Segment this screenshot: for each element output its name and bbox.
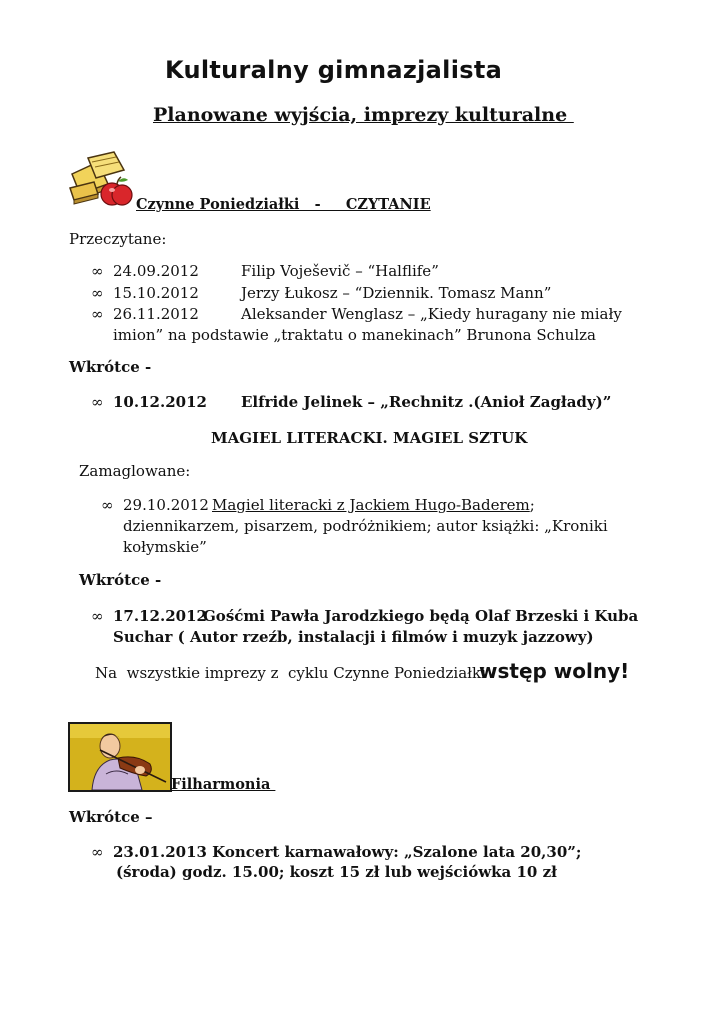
read-label: Przeczytane: [69, 230, 167, 248]
note-emphasis: wstęp wolny! [479, 659, 630, 683]
event-text: Filip Voješevič – “Halflife” [241, 262, 439, 280]
list-item [91, 262, 439, 280]
event-text: Jerzy Łukosz – “Dziennik. Tomasz Mann” [241, 284, 552, 302]
event-text: 23.01.2013 Koncert karnawałowy: „Szalone lata 20,30”; [113, 843, 582, 861]
list-item [101, 496, 535, 514]
soon-label: Wkrótce - [69, 358, 152, 376]
violinist-icon [70, 724, 170, 790]
section-magiel-heading: MAGIEL LITERACKI. MAGIEL SZTUK [211, 429, 528, 447]
page-title: Kulturalny gimnazjalista [165, 56, 503, 84]
violinist-image [68, 722, 172, 792]
list-item [91, 607, 639, 625]
event-text: ; [529, 496, 535, 514]
list-item [91, 393, 612, 411]
section-filharmonia-heading: Filharmonia [171, 776, 276, 793]
event-date: 24.09.2012 [113, 262, 199, 280]
list-item [91, 305, 622, 323]
soon-label: Wkrótce – [69, 808, 153, 826]
list-item [91, 843, 582, 861]
bullet-icon: ∞ [91, 305, 104, 323]
event-text-continued: (środa) godz. 15.00; koszt 15 zł lub wejściówka 10 zł [116, 863, 557, 881]
list-item [91, 284, 552, 302]
books-apple-icon [68, 148, 134, 210]
event-text: Aleksander Wenglasz – „Kiedy huragany nie miały [241, 305, 622, 323]
event-date: 15.10.2012 [113, 284, 199, 302]
bullet-icon: ∞ [101, 496, 114, 514]
bullet-icon: ∞ [91, 607, 104, 625]
bullet-icon: ∞ [91, 284, 104, 302]
event-date: 17.12.2012 [113, 607, 207, 625]
event-text-continued: kołymskie” [123, 538, 207, 556]
bullet-icon: ∞ [91, 843, 104, 861]
event-date: 10.12.2012 [113, 393, 207, 411]
bullet-icon: ∞ [91, 393, 104, 411]
done-label: Zamaglowane: [79, 462, 191, 480]
section-czytanie-heading: Czynne Poniedziałki - CZYTANIE [136, 196, 431, 213]
free-entry-note [95, 659, 630, 683]
event-text: Elfride Jelinek – „Rechnitz .(Anioł Zagłady)” [241, 393, 612, 411]
event-text: Gośćmi Pawła Jarodzkiego będą Olaf Brzeski i Kuba [203, 607, 639, 625]
event-link[interactable]: Magiel literacki z Jackiem Hugo-Baderem [212, 496, 530, 514]
event-text-continued: dziennikarzem, pisarzem, podróżnikiem; autor książki: „Kroniki [123, 517, 608, 535]
page-subtitle: Planowane wyjścia, imprezy kulturalne [153, 104, 574, 126]
bullet-icon: ∞ [91, 262, 104, 280]
event-text-continued: imion” na podstawie „traktatu o manekinach” Brunona Schulza [113, 326, 596, 344]
soon-label: Wkrótce - [79, 571, 162, 589]
event-date: 26.11.2012 [113, 305, 199, 323]
event-text-continued: Suchar ( Autor rzeźb, instalacji i filmów i muzyk jazzowy) [113, 628, 594, 646]
event-date: 29.10.2012 [123, 496, 209, 514]
note-text: Na wszystkie imprezy z cyklu Czynne Poniedziałki [95, 664, 486, 682]
